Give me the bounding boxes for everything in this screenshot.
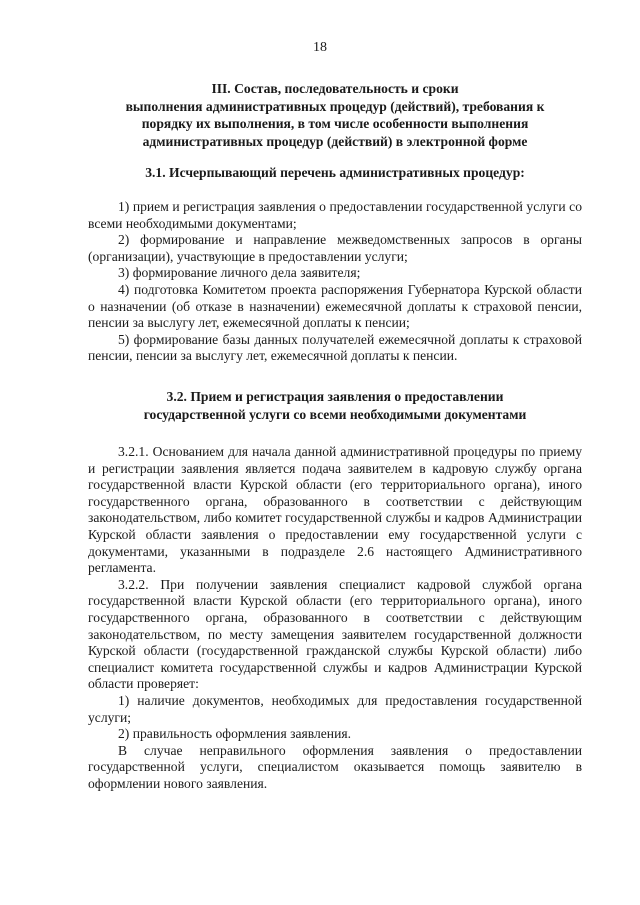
paragraph: 3.2.2. При получении заявления специалист кадровой службой органа государственной власти Курской области (его территориального органа), иного государственного органа, образованного в соответствии с действующим законодательством, по месту замещения заявителем государственной должности Курской области (государственной гражданской службы Курской области) либо специалист комитета государственной службы и кадров Администрации Курской области проверяет: bbox=[88, 576, 582, 692]
section-title-line: III. Состав, последовательность и сроки bbox=[211, 81, 459, 96]
subsection-title-line: 3.2. Прием и регистрация заявления о предоставлении bbox=[166, 389, 504, 404]
procedure-list bbox=[88, 199, 582, 365]
section-title-line: административных процедур (действий) в электронной форме bbox=[142, 133, 528, 149]
body-text bbox=[88, 444, 582, 792]
subsection-title-3-1 bbox=[88, 165, 582, 182]
list-item: 3) формирование личного дела заявителя; bbox=[118, 265, 361, 281]
subsection-title-3-2 bbox=[88, 388, 582, 423]
subsection-title-text: 3.1. Исчерпывающий перечень административных процедур: bbox=[145, 165, 525, 180]
paragraph: 2) правильность оформления заявления. bbox=[118, 726, 352, 742]
subsection-title-line: государственной услуги со всеми необходимыми документами bbox=[143, 406, 527, 422]
paragraph: 1) наличие документов, необходимых для предоставления государственной услуги; bbox=[88, 692, 582, 725]
list-item: 5) формирование базы данных получателей ежемесячной доплаты к страховой пенсии, пенсии за выслугу лет, ежемесячной доплаты к пенсии. bbox=[88, 331, 582, 364]
page-number: 18 bbox=[313, 40, 327, 55]
list-item: 1) прием и регистрация заявления о предоставлении государственной услуги со всеми необходимыми документами; bbox=[88, 199, 582, 231]
paragraph: В случае неправильного оформления заявления о предоставлении государственной услуги, специалистом оказывается помощь заявителю в оформлении нового заявления. bbox=[88, 742, 582, 791]
section-title-line: порядку их выполнения, в том числе особенности выполнения bbox=[141, 116, 529, 131]
list-item: 2) формирование и направление межведомственных запросов в органы (организации), участвующие в предоставлении услуги; bbox=[88, 232, 582, 264]
section-title bbox=[88, 80, 582, 150]
section-title-line: выполнения административных процедур (действий), требования к bbox=[125, 98, 545, 114]
paragraph: 3.2.1. Основанием для начала данной административной процедуры по приему и регистрации заявления является подача заявителем в кадровую службу органа государственной власти Курской области (его территориального органа), иного государственного органа, образованного в соответствии с действующим законодательством, либо комитет государственной службы и кадров Администрации Курской области заявления о предоставлении ему государственной услуги с документами, указанными в подразделе 2.6 настоящего Административного регламента. bbox=[88, 444, 582, 576]
list-item: 4) подготовка Комитетом проекта распоряжения Губернатора Курской области о назначении (об отказе в назначении) ежемесячной доплаты к страховой пенсии, пенсии за выслугу лет, ежемесячной доплаты к пенсии; bbox=[88, 281, 582, 331]
